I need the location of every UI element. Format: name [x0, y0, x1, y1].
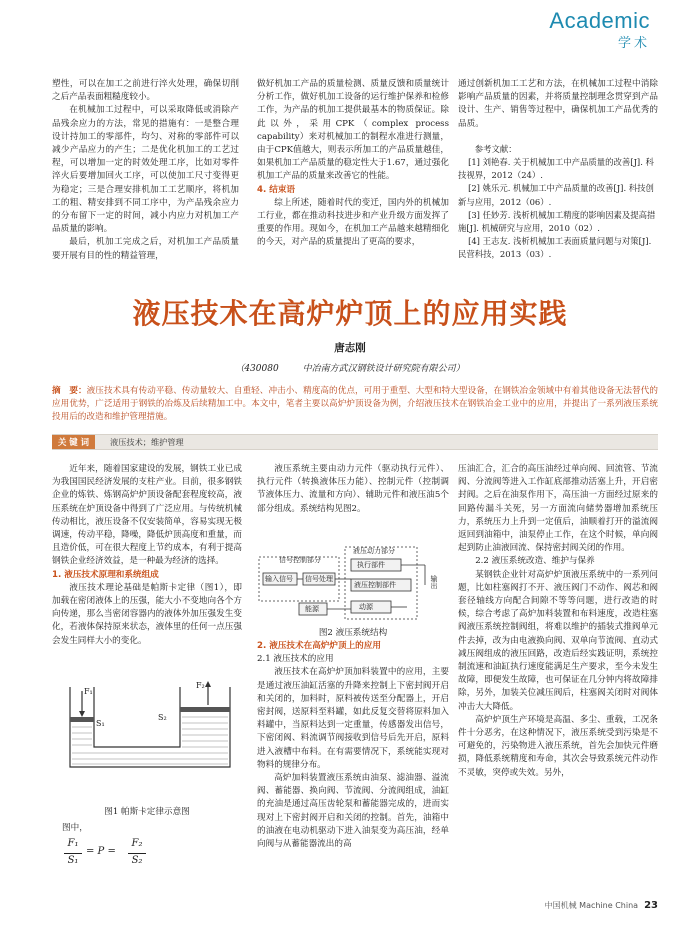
- paragraph: 综上所述，随着时代的变迁，国内外的机械加工行业，都在推动科技进步和产业升级方面发挥了重要的作用。现如今，在机加工产品越来越精细化的今天，对产品的质量提出了更高的要求，: [257, 197, 449, 248]
- eq-p: = P =: [86, 846, 116, 857]
- body-col-2: [257, 463, 449, 516]
- prev-article-col-1: [52, 78, 239, 263]
- postcode: （430080: [235, 364, 279, 374]
- paragraph: 高炉加料装置液压系统由油泵、滤油器、溢流阀、蓄能器、换向阀、节流阀、分流阀组成，油缸的充油是通过高压齿轮泵和蓄能器完成的，进而实现对上下密封阀开启和关闭的控制。首先，油箱中的油液在电动机驱动下进入油泵变为高压油，经单向阀与从蓄能器流出的高: [257, 773, 449, 850]
- eq-bar-1: [64, 853, 82, 854]
- figure-1: [60, 677, 240, 781]
- keywords-text: 液压技术；维护管理: [110, 437, 184, 447]
- keywords-label: 关 键 词: [52, 435, 95, 449]
- paragraph: 塑性，可以在加工之前进行淬火处理，确保切削之后产品表面粗糙度较小。: [52, 79, 239, 103]
- label-s2: S₂: [158, 713, 167, 722]
- section-heading: 2. 液压技术在高炉炉顶上的应用: [257, 641, 381, 651]
- figure-2: [257, 545, 449, 623]
- abstract-text: 液压技术具有传动平稳、传动量较大、自重轻、冲击小、精度高的优点，可用于重型、大型和特大型设备，在钢铁冶金领域中有着其他设备无法替代的应用优势，广泛适用于钢铁的冶炼及后续精加工中。本文中，笔者主要以高炉炉顶设备为例，介绍液压技术在钢铁冶金工业中的应用，并提出了一系列液压系统投用后的改造和维护管理措施。: [52, 386, 658, 423]
- paragraph: 在机械加工过程中，可以采取降低或消除产品残余应力的方法，常见的措施有：一是整合理设计持加工的零部件，均匀、对称的零部件可以减少产品应力的产生；二是优化机加工的工艺过程，可以增加一定的时效处理工序，比如对零件淬火后要增加回火工序，可以使加工尺寸变得更为稳定；三是合理安排机加工工艺顺序，将机加工的粗、精安排到不同工序中，为产品残余应力的分布留下一定的时间，减小内应力对机加工产品质量的影响。: [52, 105, 239, 235]
- eq-s2: S₂: [131, 855, 143, 866]
- label-f2: F₂: [196, 681, 205, 690]
- page-footer: [545, 900, 658, 911]
- body-col-1: [52, 463, 242, 648]
- paragraph: 液压技术在高炉炉顶加料装置中的应用，主要是通过液压油缸活塞的升降来控制上下密封阀开启和关闭的，加料时，原料被传送至分配器上，开启密封阀，送原料至料罐，如此反复交替将原料加入料罐中，当原料达到一定重量，传感器发出信号，下密闭阀、料流调节阀接收到信号后先开启，原料进入液槽中布料。在有需要情况下，系统能实现对物料的规律分布。: [257, 667, 449, 770]
- fig2-box-control: 液压控制部件: [354, 581, 396, 589]
- body-col-3: [458, 463, 658, 780]
- paragraph: 做好机加工产品的质量检测、质量反馈和质量统计分析工作，做好机加工设备的运行维护保养和检修工作，为产品的机加工提供最基本的物质保证。除此以外，采用CPK（complex process capability）来对机械加工的制程水准进行测量，由于CPK值越大，则表示所加工的产品质量越佳，如果机加工产品质量的稳定性大于1.67，通过强化机加工产品的质量来改善它的性能。: [257, 79, 449, 182]
- reference-item: [1] 刘艳春. 关于机械加工中产品质量的改善[J]. 科技视界，2012（24）.: [458, 157, 654, 181]
- paragraph: 压油汇合，汇合的高压油经过单向阀、回流管、节流阀、分流阀等进入工作缸底部推动活塞上升，开启密封阀。之后在油泵作用下，高压油一方面经过原来的回路传漏斗关死，另一方面流向储势器增加系统压力，系统压力上升到一定值后，油顺着打开的溢流阀返回到油箱中，油泵停止工作，在这个时候，单向阀起到防止油液回流、保持密封阀关闭的作用。: [458, 464, 658, 554]
- fig2-box-process: 信号处理: [305, 575, 333, 583]
- fig2-box-drive: 动源: [359, 603, 373, 611]
- fig2-output: 输出: [430, 575, 438, 589]
- paragraph: 最后，机加工完成之后，对机加工产品质量要开展有目的性的精益管理，: [52, 237, 239, 261]
- abstract: [52, 385, 658, 425]
- paragraph: 液压技术理论基础是帕斯卡定律（图1），即加载在密闭液体上的压强，能大小不变地向各个方向传递，那么当密闭容器内的液体外加压强发生变化，若液体保持原来状态，液体里的任何一点压强会发生同样大小的变化。: [52, 582, 242, 646]
- article-affiliation: [0, 361, 700, 374]
- section-brand: [549, 8, 650, 51]
- reference-item: [2] 姚乐元. 机械加工中产品质量的改善[J]. 科技创新与应用，2012（06）.: [458, 183, 654, 207]
- journal-name: 中国机械 Machine China: [544, 901, 639, 910]
- reference-item: [3] 任妙芳. 浅析机械加工精度的影响因素及提高措施[J]. 机械研究与应用，2010（02）.: [458, 209, 656, 234]
- prev-article-col-2: [257, 78, 449, 250]
- section-heading: 1. 液压技术原理和系统组成: [52, 569, 159, 580]
- label-s1: S₁: [96, 719, 105, 728]
- body-col-2-lower: [257, 640, 449, 851]
- subsection-heading: 2.2 液压系统改造、维护与保养: [475, 556, 595, 567]
- article-title: 液压技术在高炉炉顶上的应用实践: [132, 297, 568, 330]
- label-f1: F₁: [84, 687, 93, 696]
- brand-cn: 学术: [617, 35, 650, 50]
- keywords-bar: [52, 434, 658, 450]
- article-author: 唐志刚: [334, 342, 366, 354]
- fig2-label-power: 液压动力部分: [353, 547, 395, 555]
- fig2-label-signal: 信号控制部分: [279, 556, 321, 564]
- fig2-box-input: 输入信号: [265, 575, 293, 583]
- prev-article-col-3: [458, 78, 658, 262]
- page-number: 23: [644, 900, 658, 911]
- subsection-heading: 2.1 液压技术的应用: [257, 654, 334, 665]
- abstract-label: 摘 要：: [52, 386, 87, 396]
- fig2-box-energy: 能源: [305, 605, 319, 613]
- figure-2-caption: 图2 液压系统结构: [318, 628, 388, 638]
- equation: [64, 838, 164, 872]
- brand-en: Academic: [549, 8, 650, 33]
- paragraph: 通过创新机加工工艺和方法，在机械加工过程中消除影响产品质量的因素，并将质量控制理念贯穿到产品设计、生产、销售等过程中，确保机加工产品优秀的品质。: [458, 79, 658, 129]
- paragraph: 近年来，随着国家建设的发展，钢铁工业已成为我国国民经济发展的支柱产业。目前，很多钢铁企业的炼铁、炼钢高炉炉顶设备配套程度较高，液压系统在炉顶设备中得到了广泛应用。与传统机械传动相比，液压设备不仅安装简单，容易实现无极调速，传动平稳，降噪，降低炉顶高度和重量，而且造价低，可在很大程度上节约成本，有利于提高钢铁企业经济效益，是一种最为经济的选择。: [52, 464, 242, 567]
- paragraph: 液压系统主要由动力元件（驱动执行元件）、执行元件（转换液体压力能）、控制元件（控制调节液体压力、流量和方向）、辅助元件和液压油5个部分组成。系统结构见图2。: [257, 464, 449, 514]
- eq-f2: F₂: [131, 838, 143, 849]
- equation-label: 图中，: [62, 823, 88, 833]
- affiliation-name: 中冶南方武汉钢铁设计研究院有限公司）: [302, 364, 465, 374]
- paragraph: 高炉炉顶生产环境是高温、多尘、重载，工况条件十分恶劣，在这种情况下，液压系统受到污染是不可避免的，污染物进入液压系统，首先会加快元件磨损，降低系统精度和寿命，其次会导致系统元件动作不灵敏，突停或失效。另外，: [458, 714, 658, 778]
- eq-s1: S₁: [67, 855, 79, 866]
- references-heading: 参考文献：: [474, 143, 517, 154]
- fig2-box-actuator: 执行部件: [357, 561, 385, 569]
- paragraph: 某钢铁企业针对高炉炉顶液压系统中的一系列问题，比如柱塞阀打不开、液压阀门不动作、阀芯和阀套径轴线方向配合间隙不等等问题，进行改造的时候，综合考虑了高炉加料装置和布料速度，改造柱塞阀液压系统控制阀组，将难以维护的插装式推阀单元件去掉，改为由电液换向阀、双单向节流阀、直动式减压阀组成的液压回路，改造后经实践证明，系统控制流速和油缸执行速度能满足生产要求，至今未发生故障，即便发生故障，也可保证在几分钟内将故障排除，另外，加装关位减压阀后，柱塞阀关闭时对阀体冲击大大降低。: [458, 569, 658, 712]
- eq-bar-2: [128, 853, 146, 854]
- figure-1-caption: 图1 帕斯卡定律示意图: [104, 807, 190, 817]
- section-heading: 4. 结束语: [257, 184, 296, 195]
- reference-item: [4] 王志友. 浅析机械加工表面质量问题与对策[J]. 民营科技，2013（03）.: [458, 236, 652, 260]
- eq-f1: F₁: [67, 838, 79, 849]
